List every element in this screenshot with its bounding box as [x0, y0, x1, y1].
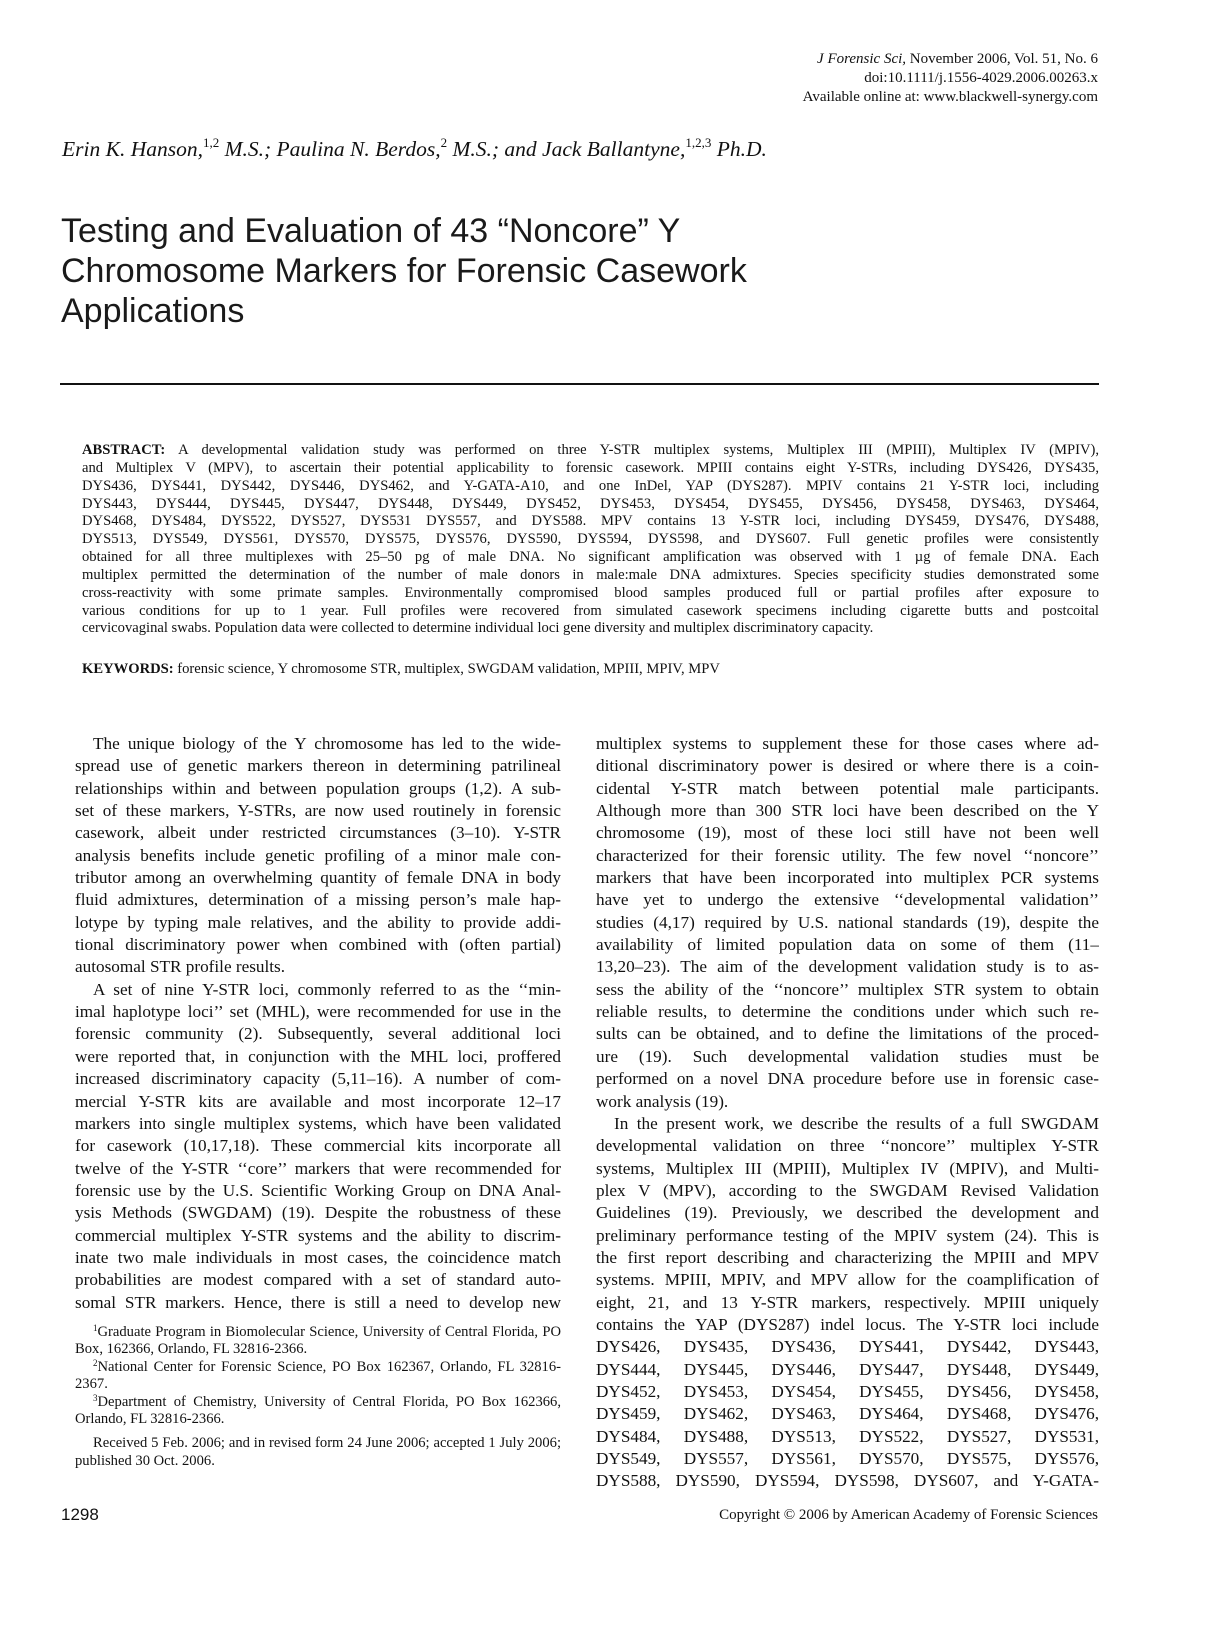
journal-citation: [803, 50, 1098, 69]
text-line: twelve of the Y-STR ‘‘core’’ markers that were recommended for: [75, 1158, 561, 1178]
abstract-text: multiplex permitted the determination of the number of male donors in male:male DNA admixtures. Species specificity studies demonstrated some: [82, 566, 1099, 583]
abstract-text: obtained for all three multiplexes with 25–50 pg of male DNA. No significant amplification was observed with 1 µg of female DNA. Each: [82, 549, 1099, 566]
text-line: DYS426, DYS435, DYS436, DYS441, DYS442, DYS443,: [596, 1337, 1099, 1357]
footnote-marker: 3: [93, 1392, 98, 1403]
text-line: performed on a novel DNA procedure before use in forensic case-: [596, 1069, 1099, 1089]
text-line: inate two male individuals in most cases, the coincidence match: [75, 1247, 561, 1267]
text-line: availability of limited population data on some of them (11–: [596, 935, 1099, 955]
text-line: studies (4,17) required by U.S. national standards (19), despite the: [596, 912, 1099, 932]
keywords-label: KEYWORDS:: [82, 661, 174, 677]
text-line: spread use of genetic markers thereon in determining patrilineal: [75, 756, 561, 776]
text-line: ditional discriminatory power is desired or where there is a coin-: [596, 756, 1099, 776]
abstract-line: [82, 585, 1099, 603]
text-line: fluid admixtures, determination of a missing person’s male hap-: [75, 890, 561, 910]
abstract-line: [82, 478, 1099, 496]
title-divider: [60, 383, 1099, 385]
abstract-text: DYS443, DYS444, DYS445, DYS447, DYS448, DYS449, DYS452, DYS453, DYS454, DYS455, DYS456, DYS458, DYS463, DYS464,: [82, 495, 1099, 512]
text-line: ure (19). Such developmental validation studies must be: [596, 1046, 1099, 1066]
text-line: tributor among an overwhelming quantity of female DNA in body: [75, 868, 561, 888]
text-line: lotype by typing male relatives, and the ability to provide addi-: [75, 912, 561, 932]
text-line: work analysis (19).: [596, 1091, 729, 1111]
text-line: DYS484, DYS488, DYS513, DYS522, DYS527, DYS531,: [596, 1426, 1099, 1446]
text-line: forensic community (2). Subsequently, several additional loci: [75, 1024, 561, 1044]
text-line: were reported that, in conjunction with the MHL loci, proffered: [75, 1046, 561, 1066]
author-affiliation: 1,2,3: [685, 135, 712, 150]
abstract-text: and Multiplex V (MPV), to ascertain their potential applicability to forensic casework. MPIII contains eight Y-STRs, including DYS426, DYS435,: [82, 459, 1099, 476]
text-line: Guidelines (19). Previously, we described the development and: [596, 1203, 1099, 1223]
abstract-text: DYS468, DYS484, DYS522, DYS527, DYS531 DYS557, and DYS588. MPV contains 13 Y-STR loci, including DYS459, DYS476, DYS488,: [82, 513, 1099, 530]
abstract-line: [82, 513, 1099, 531]
footnote-marker: 2: [93, 1357, 98, 1368]
availability: Available online at: www.blackwell-synergy.com: [802, 89, 1098, 105]
text-line: DYS549, DYS557, DYS561, DYS570, DYS575, DYS576,: [596, 1449, 1099, 1468]
abstract-line: [82, 549, 1099, 567]
text-line: relationships within and between population groups (1,2). A sub-: [75, 778, 561, 798]
author-list: [62, 137, 767, 162]
doi: doi:10.1111/j.1556-4029.2006.00263.x: [864, 70, 1098, 86]
footnote: [75, 1359, 561, 1394]
text-line: plex V (MPV), according to the SWGDAM Revised Validation: [596, 1180, 1099, 1200]
text-line: DYS459, DYS462, DYS463, DYS464, DYS468, DYS476,: [596, 1404, 1099, 1424]
text-line: contains the YAP (DYS287) indel locus. The Y-STR loci include: [596, 1314, 1099, 1334]
author-name: Paulina N. Berdos,: [276, 137, 441, 161]
body-column-right: [596, 733, 1099, 1493]
author-degree: M.S.;: [219, 137, 277, 161]
author-name: Jack Ballantyne,: [542, 137, 686, 161]
text-line: imal haplotype loci’’ set (MHL), were recommended for use in the: [75, 1002, 561, 1022]
text-line: ysis Methods (SWGDAM) (19). Despite the robustness of these: [75, 1203, 561, 1223]
abstract-line: [82, 496, 1099, 514]
footnote-text: National Center for Forensic Science, PO Box 162367, Orlando, FL 32816-2367.: [75, 1358, 561, 1393]
text-line: markers that have been incorporated into multiplex PCR systems: [596, 868, 1099, 888]
journal-issue: November 2006, Vol. 51, No. 6: [906, 51, 1098, 67]
abstract-text: DYS513, DYS549, DYS561, DYS570, DYS575, DYS576, DYS590, DYS594, DYS598, and DYS607. Full genetic profiles were consistently: [82, 531, 1099, 548]
text-line: mercial Y-STR kits are available and most incorporate 12–17: [75, 1091, 561, 1111]
title-line: Testing and Evaluation of 43 “Noncore” Y: [61, 212, 681, 250]
abstract-text: cervicovaginal swabs. Population data were collected to determine individual loci gene diversity and multiplex discriminatory capacity.: [82, 620, 874, 637]
footnote-marker: 1: [93, 1323, 98, 1333]
author-degree: Ph.D.: [711, 137, 767, 161]
text-line: DYS444, DYS445, DYS446, DYS447, DYS448, DYS449,: [596, 1359, 1099, 1379]
text-line: multiplex systems to supplement these for those cases where ad-: [596, 734, 1099, 753]
text-line: tional discriminatory power when combined with (often partial): [75, 935, 561, 955]
footnote: [75, 1324, 561, 1359]
text-line: characterized for their forensic utility. The few novel ‘‘noncore’’: [596, 845, 1099, 865]
abstract-line: [82, 620, 1099, 638]
abstract: [82, 442, 1099, 638]
title-line: Chromosome Markers for Forensic Casework: [61, 252, 747, 290]
text-line: sess the ability of the ‘‘noncore’’ multiplex STR system to obtain: [596, 979, 1099, 999]
copyright: Copyright © 2006 by American Academy of Forensic Sciences: [719, 1507, 1098, 1523]
text-line: In the present work, we describe the results of a full SWGDAM: [614, 1113, 1099, 1133]
footnote: [75, 1394, 561, 1429]
text-line: preliminary performance testing of the MPIV system (24). This is: [596, 1225, 1099, 1245]
paragraph: [596, 1113, 1099, 1493]
text-line: forensic use by the U.S. Scientific Working Group on DNA Anal-: [75, 1180, 561, 1200]
abstract-line: [82, 460, 1099, 478]
page-number: 1298: [61, 1505, 99, 1524]
text-line: The unique biology of the Y chromosome has led to the wide-: [93, 734, 561, 753]
abstract-text: A developmental validation study was performed on three Y-STR multiplex systems, Multiplex III (MPIII), Multiplex IV (MPIV),: [165, 442, 1099, 458]
keywords-text: forensic science, Y chromosome STR, multiplex, SWGDAM validation, MPIII, MPIV, MPV: [173, 661, 720, 677]
text-line: somal STR markers. Hence, there is still a need to develop new: [75, 1292, 561, 1312]
author-affiliation: 2: [440, 135, 448, 150]
text-line: DYS588, DYS590, DYS594, DYS598, DYS607, and Y-GATA-: [596, 1471, 1099, 1491]
text-line: set of these markers, Y-STRs, are now used routinely in forensic: [75, 801, 561, 821]
text-line: eight, 21, and 13 Y-STR markers, respectively. MPIII uniquely: [596, 1292, 1099, 1312]
paragraph: [75, 733, 561, 979]
text-line: probabilities are modest compared with a set of standard auto-: [75, 1270, 561, 1290]
abstract-line: [82, 531, 1099, 549]
received-dates: Received 5 Feb. 2006; and in revised form 24 June 2006; accepted 1 July 2006; published 30 Oct. 2006.: [75, 1435, 561, 1469]
paragraph: [75, 979, 561, 1314]
text-line: Although more than 300 STR loci have been described on the Y: [596, 801, 1099, 821]
text-line: commercial multiplex Y-STR systems and the ability to discrim-: [75, 1225, 561, 1245]
text-line: sults can be obtained, and to define the limitations of the proced-: [596, 1024, 1099, 1044]
text-line: developmental validation on three ‘‘noncore’’ multiplex Y-STR: [596, 1136, 1099, 1156]
abstract-line: [82, 442, 1099, 460]
abstract-line: [82, 567, 1099, 585]
footnote-text: Department of Chemistry, University of Central Florida, PO Box 162366, Orlando, FL 32816-2366.: [75, 1393, 561, 1428]
author-name: Erin K. Hanson,: [62, 137, 203, 161]
text-line: systems, Multiplex III (MPIII), Multiplex IV (MPIV), and Multi-: [596, 1158, 1099, 1178]
abstract-text: cross-reactivity with some primate samples. Environmentally compromised blood samples produced full or partial profiles after exposure to: [82, 584, 1099, 601]
paper-title: [61, 211, 961, 331]
abstract-label: ABSTRACT:: [82, 442, 166, 458]
journal-name: J Forensic Sci,: [817, 51, 907, 67]
journal-header: [803, 50, 1098, 107]
keywords: [82, 660, 1099, 678]
text-line: reliable results, to determine the conditions under which such re-: [596, 1002, 1099, 1022]
text-line: cidental Y-STR match between potential male participants.: [596, 778, 1099, 798]
abstract-line: [82, 603, 1099, 621]
text-line: increased discriminatory capacity (5,11–16). A number of com-: [75, 1069, 561, 1089]
text-line: 13,20–23). The aim of the development validation study is to as-: [596, 957, 1099, 977]
text-line: analysis benefits include genetic profiling of a minor male con-: [75, 845, 561, 865]
text-line: DYS452, DYS453, DYS454, DYS455, DYS456, DYS458,: [596, 1381, 1099, 1401]
text-line: the first report describing and characterizing the MPIII and MPV: [596, 1247, 1099, 1267]
text-line: systems. MPIII, MPIV, and MPV allow for the coamplification of: [596, 1270, 1099, 1290]
abstract-text: DYS436, DYS441, DYS442, DYS446, DYS462, and Y-GATA-A10, and one InDel, YAP (DYS287). MPIV contains 21 Y-STR loci, including: [82, 477, 1099, 494]
text-line: A set of nine Y-STR loci, commonly referred to as the ‘‘min-: [93, 979, 561, 999]
author-degree: M.S.; and: [447, 137, 543, 161]
text-line: have yet to undergo the extensive ‘‘developmental validation’’: [596, 890, 1099, 910]
footnote-text: Graduate Program in Biomolecular Science, University of Central Florida, PO Box, 162366, Orlando, FL 32816-2366.: [75, 1324, 561, 1358]
text-line: casework, albeit under restricted circumstances (3–10). Y-STR: [75, 823, 561, 843]
body-column-left: [75, 733, 561, 1314]
title-line: Applications: [61, 292, 245, 330]
abstract-text: various conditions for up to 1 year. Full profiles were recovered from simulated casework specimens including cigarette butts and postcoital: [82, 602, 1099, 619]
text-line: autosomal STR profile results.: [75, 957, 286, 977]
text-line: for casework (10,17,18). These commercial kits incorporate all: [75, 1136, 561, 1156]
author-affiliation: 1,2: [202, 135, 220, 150]
text-line: markers into single multiplex systems, which have been validated: [75, 1113, 561, 1133]
text-line: chromosome (19), most of these loci still have not been well: [596, 823, 1099, 843]
paragraph: [596, 733, 1099, 1113]
footnotes: [75, 1324, 561, 1470]
